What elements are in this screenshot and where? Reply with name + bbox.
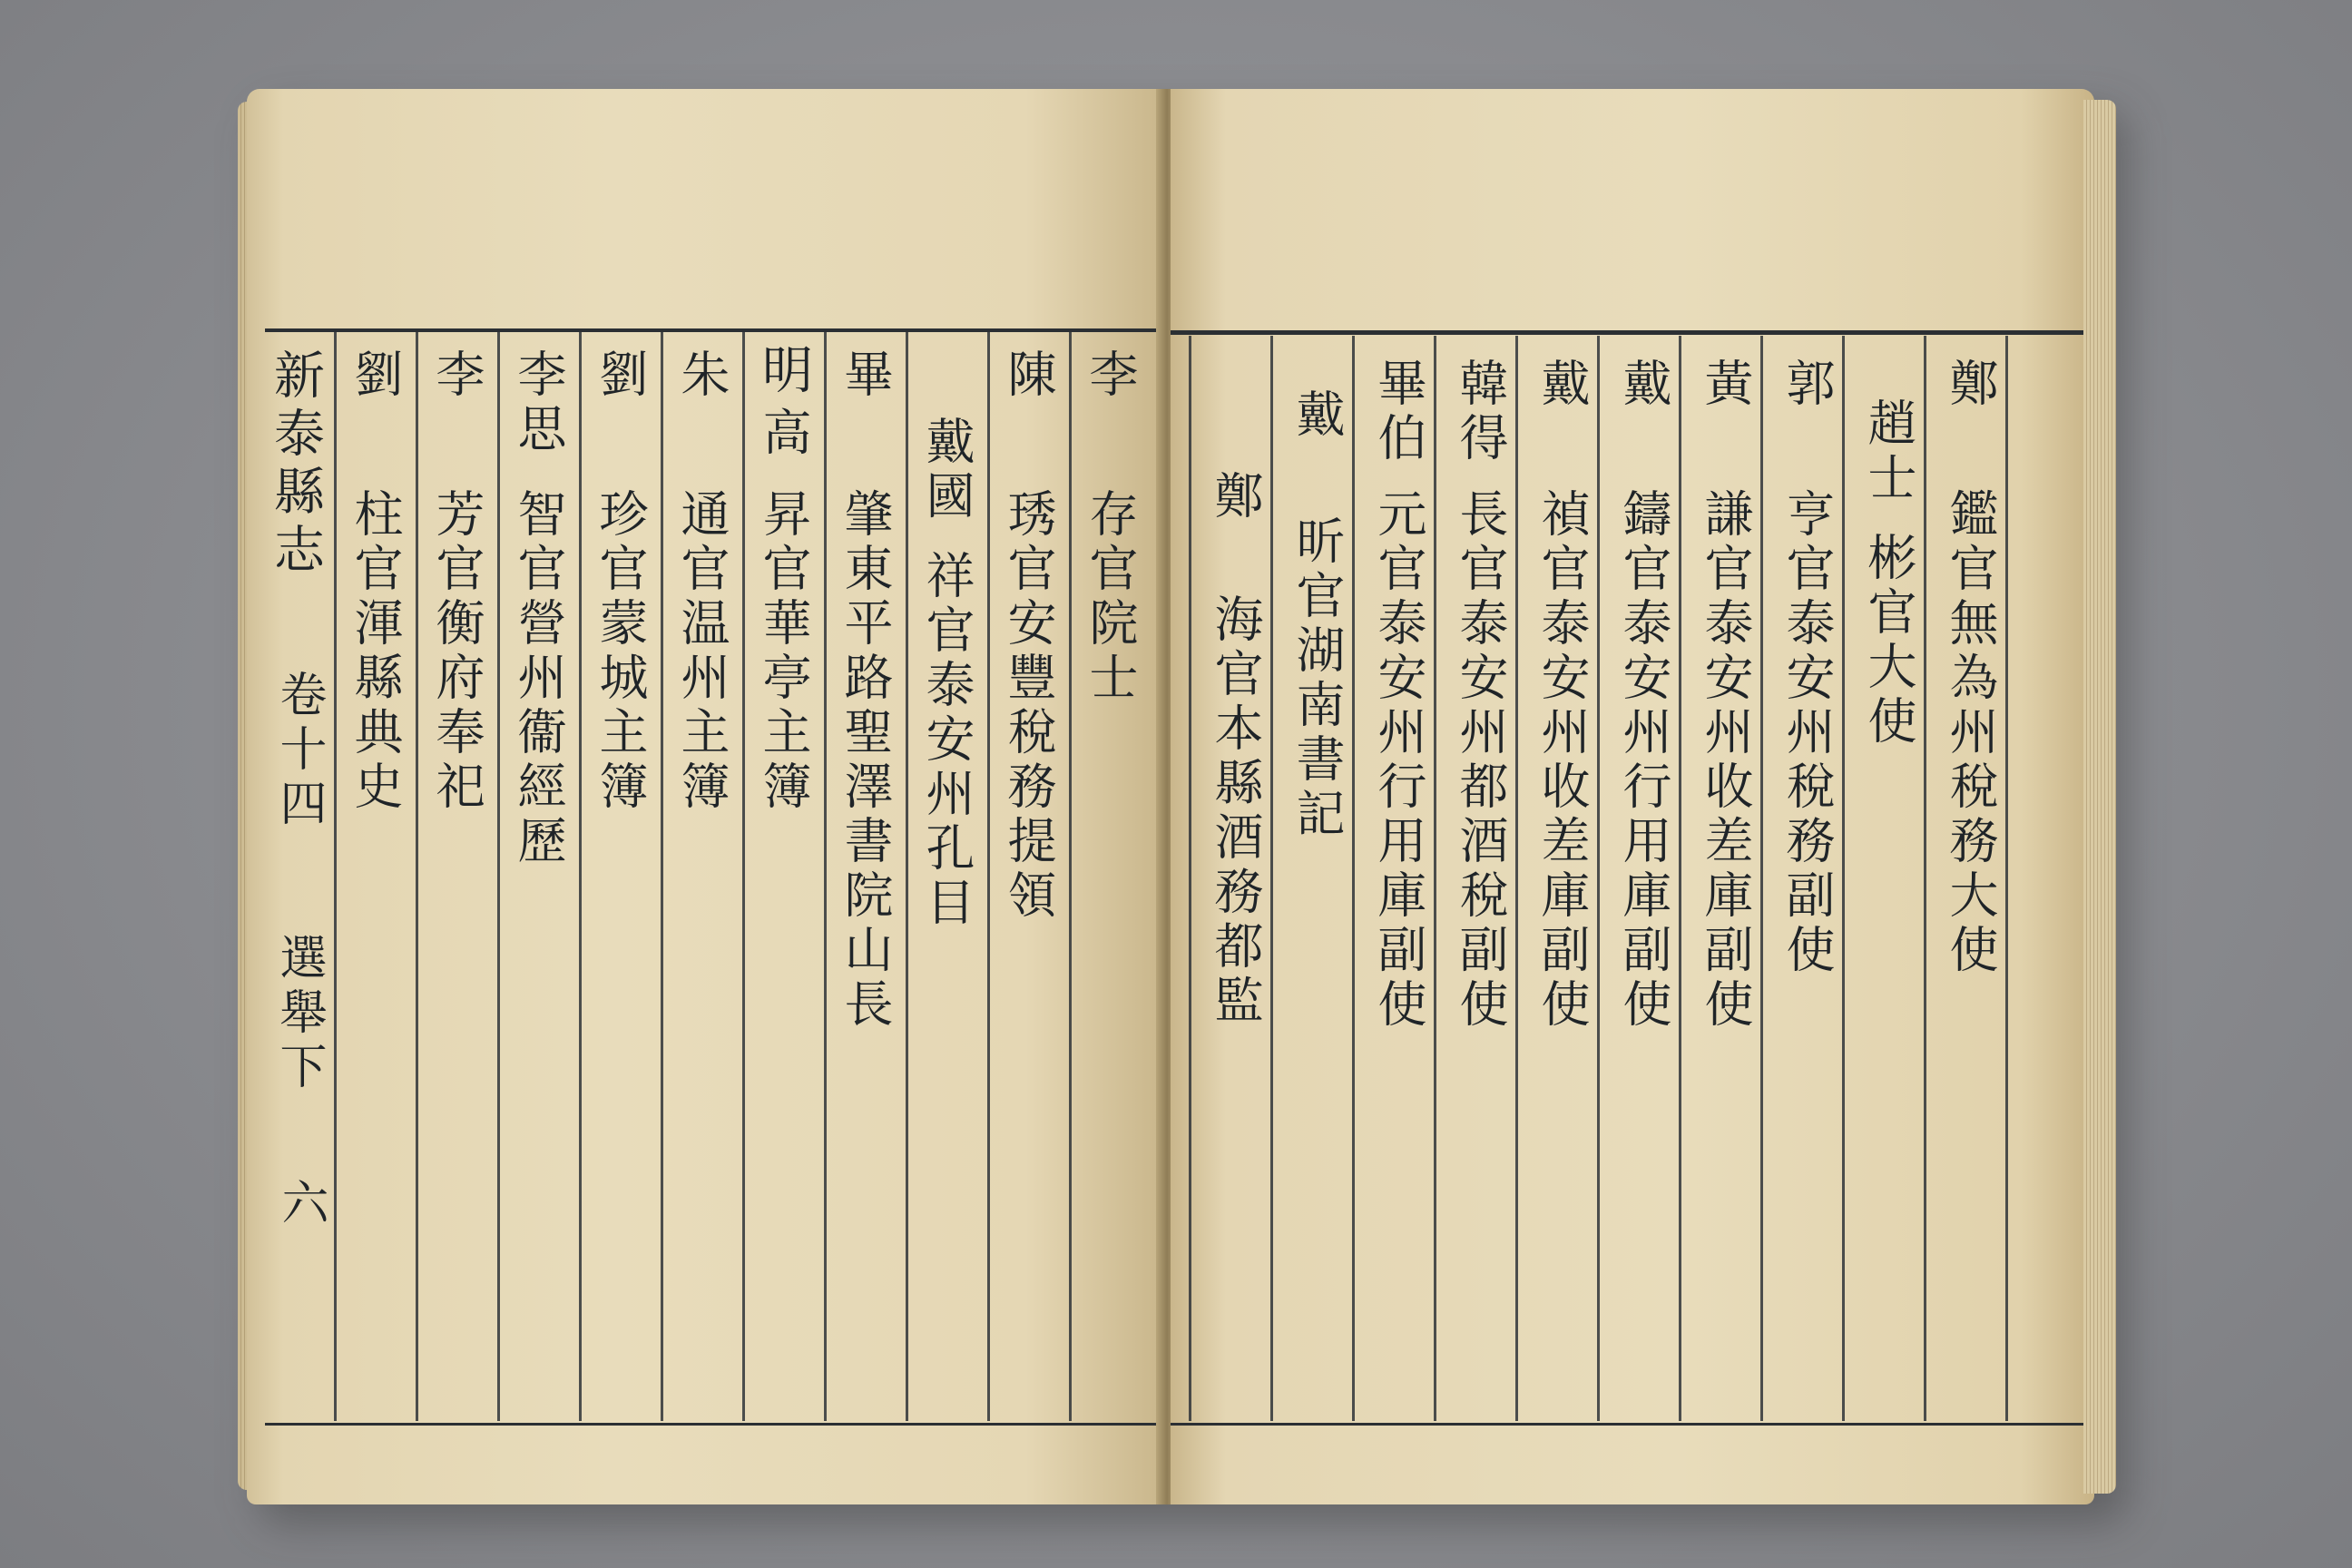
column-rule [579, 332, 582, 1421]
entry-name: 郭 [1779, 358, 1836, 412]
column-rule [824, 332, 827, 1421]
column-rule [987, 332, 990, 1421]
entry-title: 存官院士 [1082, 488, 1139, 706]
entry-title: 祥官泰安州孔目 [918, 550, 975, 931]
entry-name: 鄭 [1942, 358, 1999, 412]
column-rule [1270, 336, 1273, 1421]
column-rule [1842, 336, 1845, 1421]
entry-name: 畢 [837, 348, 894, 403]
entry-name: 戴國 [918, 416, 975, 524]
top-border-line [265, 328, 1163, 332]
dynasty-header: 明 [754, 343, 813, 401]
entry-name: 劉 [347, 348, 404, 403]
column-rule [1515, 336, 1518, 1421]
entry-title: 海官本縣酒務都監 [1207, 593, 1264, 1029]
entry-title: 鑄官泰安州行用庫副使 [1615, 488, 1672, 1033]
column-rule [416, 332, 418, 1421]
entry-title: 通官温州主簿 [673, 488, 730, 815]
entry-name: 戴 [1615, 358, 1672, 412]
entry-name: 李 [1082, 348, 1139, 403]
entry-title: 昇官華亭主簿 [755, 488, 812, 815]
book-title: 新泰縣志 [266, 348, 325, 581]
entry-title: 元官泰安州行用庫副使 [1370, 488, 1427, 1033]
entry-name: 鄭 [1207, 470, 1264, 524]
column-rule [906, 332, 908, 1421]
bottom-border-line [1171, 1423, 2087, 1426]
entry-title: 禎官泰安州收差庫副使 [1534, 488, 1591, 1033]
entry-title: 智官營州衞經歷 [510, 488, 567, 869]
bottom-border-line [265, 1423, 1163, 1426]
entry-title: 柱官渾縣典史 [347, 488, 404, 815]
column-rule [661, 332, 663, 1421]
column-rule [1189, 336, 1191, 1421]
column-rule [742, 332, 745, 1421]
column-rule [2005, 336, 2008, 1421]
leaf-number: 六 [273, 1178, 328, 1232]
top-border-line [1171, 330, 2094, 335]
entry-title: 琇官安豐稅務提領 [1000, 488, 1057, 924]
column-rule [1352, 336, 1355, 1421]
right-page-edges [2083, 100, 2116, 1494]
entry-title: 芳官衡府奉祀 [428, 488, 485, 815]
entry-name: 戴 [1289, 388, 1346, 443]
entry-title: 長官泰安州都酒稅副使 [1452, 488, 1509, 1033]
column-rule [1679, 336, 1681, 1421]
entry-name: 劉 [592, 348, 649, 403]
entry-name: 高 [755, 407, 812, 461]
section-label: 選舉下 [271, 933, 326, 1096]
column-rule [1069, 332, 1072, 1421]
entry-name: 朱 [673, 348, 730, 403]
column-rule [1760, 336, 1763, 1421]
entry-name: 李 [428, 348, 485, 403]
entry-name: 韓得 [1452, 358, 1509, 466]
entry-title: 珍官蒙城主簿 [592, 488, 649, 815]
entry-name: 畢伯 [1370, 358, 1427, 466]
column-rule [1924, 336, 1926, 1421]
column-rule [497, 332, 500, 1421]
right-page [1171, 89, 2094, 1504]
column-rule [1434, 336, 1436, 1421]
entry-name: 陳 [1000, 348, 1057, 403]
entry-title: 肇東平路聖澤書院山長 [837, 488, 894, 1033]
entry-title: 謙官泰安州收差庫副使 [1697, 488, 1754, 1033]
chapter-label: 卷十四 [271, 670, 326, 833]
entry-name: 黃 [1697, 358, 1754, 412]
column-rule [1597, 336, 1600, 1421]
entry-title: 鑑官無為州稅務大使 [1942, 488, 1999, 978]
entry-title: 亨官泰安州稅務副使 [1779, 488, 1836, 978]
entry-title: 彬官大使 [1860, 532, 1917, 750]
entry-name: 戴 [1534, 358, 1591, 412]
column-rule [334, 332, 337, 1421]
left-page [247, 89, 1163, 1504]
entry-name: 趙士 [1860, 397, 1917, 506]
entry-title: 昕官湖南書記 [1289, 515, 1346, 842]
entry-name: 李思 [510, 348, 567, 457]
